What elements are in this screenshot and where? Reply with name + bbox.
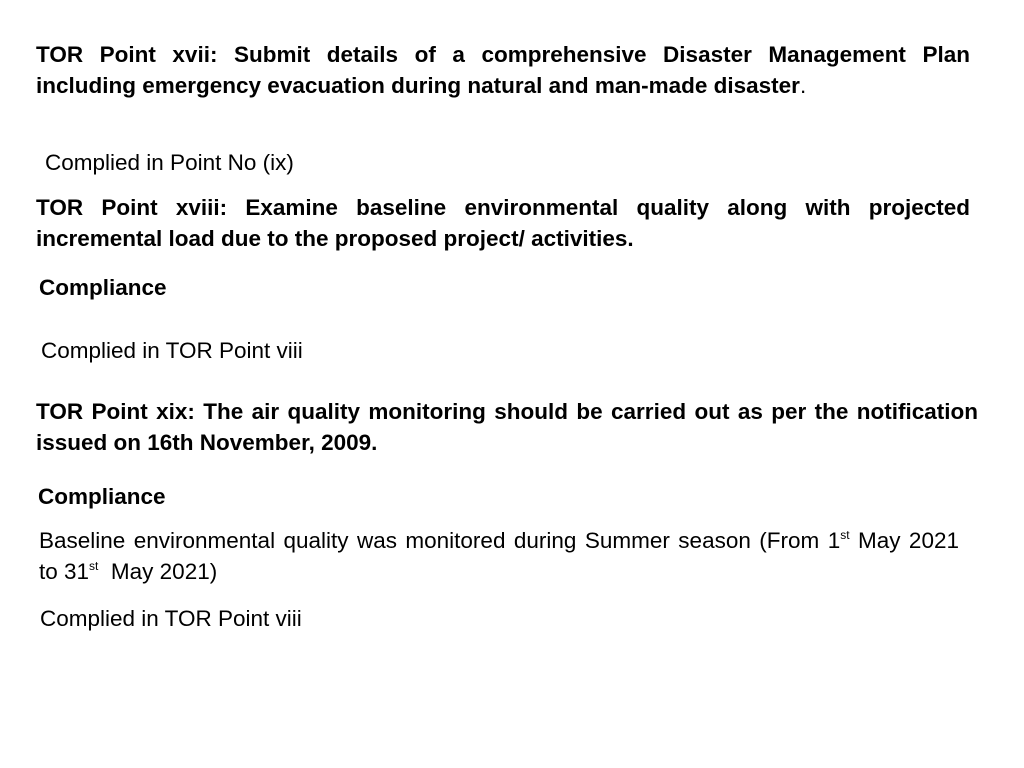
tor-point-xix-compliance-label: Compliance <box>38 484 166 509</box>
tor-point-xvii-heading: TOR Point xvii: Submit details of a comprehensive Disaster Management Plan including emergency evacuation during natural and man-made disaster. <box>36 42 970 98</box>
tor-point-xix-compliance-text: Complied in TOR Point viii <box>40 606 302 631</box>
tor-point-xviii-compliance-label: Compliance <box>39 275 167 300</box>
tor-point-xvii-compliance-text: Complied in Point No (ix) <box>45 150 294 175</box>
tor-point-xix-baseline-text: Baseline environmental quality was monitored during Summer season (From 1st May 2021 to 31st May 2021) <box>39 528 959 584</box>
tor-point-xviii-compliance-text: Complied in TOR Point viii <box>41 338 303 363</box>
tor-point-xix-heading: TOR Point xix: The air quality monitoring should be carried out as per the notification issued on 16th November, 2009. <box>36 399 978 455</box>
tor-point-xviii-heading: TOR Point xviii: Examine baseline environmental quality along with projected incremental load due to the proposed project/ activities. <box>36 195 970 251</box>
